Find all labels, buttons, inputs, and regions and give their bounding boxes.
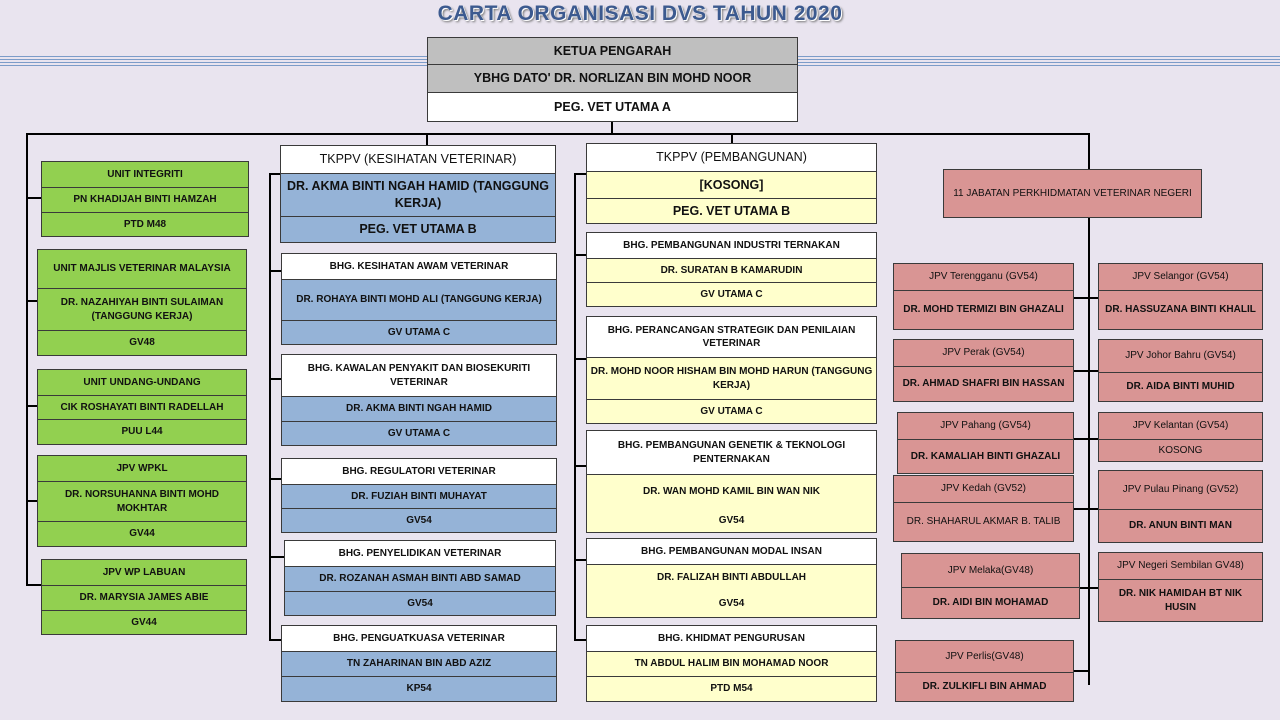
state-box-pulau-pinang <box>1098 470 1263 543</box>
connector-tick <box>26 197 42 199</box>
pembangunan-head-name: [KOSONG] <box>587 171 876 198</box>
connector-tick <box>574 639 586 641</box>
director-grade: PEG. VET UTAMA A <box>428 92 797 121</box>
pembangunan-division-box <box>586 625 877 702</box>
connector-tick <box>1074 370 1098 372</box>
states-header: 11 JABATAN PERKHIDMATAN VETERINAR NEGERI <box>953 187 1192 199</box>
state-box-perak <box>893 339 1074 402</box>
connector-kesihatan-drop <box>426 133 428 145</box>
connector-tick <box>269 478 281 480</box>
division-grade: GV54 <box>285 591 555 615</box>
connector-tick <box>269 270 281 272</box>
state-title: JPV Melaka(GV48) <box>947 564 1034 576</box>
unit-head-name: DR. NAZAHIYAH BINTI SULAIMAN (TANGGUNG KERJA) <box>38 288 246 330</box>
unit-title: JPV WP LABUAN <box>102 566 186 578</box>
division-grade: GV UTAMA C <box>282 421 556 445</box>
pembangunan-head-grade: PEG. VET UTAMA B <box>587 198 876 223</box>
kesihatan-division-box <box>281 253 557 345</box>
state-box-selangor <box>1098 263 1263 330</box>
state-title: JPV Johor Bahru (GV54) <box>1125 350 1236 362</box>
state-title: JPV Perlis(GV48) <box>945 650 1024 662</box>
division-grade: KP54 <box>282 676 556 701</box>
division-grade: GV54 <box>587 509 876 532</box>
state-box-pahang <box>897 412 1074 474</box>
director-position: KETUA PENGARAH <box>428 38 797 64</box>
state-director-name: DR. NIK HAMIDAH BT NIK HUSIN <box>1099 579 1262 621</box>
unit-box-labuan <box>41 559 247 635</box>
kesihatan-division-box <box>284 540 556 616</box>
pembangunan-division-box <box>586 232 877 307</box>
state-director-name: DR. AIDI BIN MOHAMAD <box>902 587 1079 618</box>
connector-tick <box>26 584 42 586</box>
division-title: BHG. REGULATORI VETERINAR <box>282 459 556 484</box>
state-title: JPV Negeri Sembilan GV48) <box>1117 560 1244 572</box>
state-box-negeri-sembilan <box>1098 552 1263 622</box>
division-grade: PTD M54 <box>587 676 876 701</box>
connector-tick <box>269 639 281 641</box>
pembangunan-division-box <box>586 538 877 618</box>
unit-grade: PTD M48 <box>42 212 248 236</box>
state-title: JPV Perak (GV54) <box>942 347 1025 359</box>
unit-grade: GV48 <box>38 330 246 355</box>
connector-tick <box>1074 438 1098 440</box>
state-director-name: DR. ZULKIFLI BIN AHMAD <box>896 672 1073 701</box>
division-title: BHG. PENGUATKUASA VETERINAR <box>282 626 556 651</box>
division-head-name: DR. WAN MOHD KAMIL BIN WAN NIK <box>587 474 876 509</box>
pembangunan-head-box <box>586 143 877 224</box>
connector-pembangunan-vertical <box>574 173 576 641</box>
unit-title: UNIT MAJLIS VETERINAR MALAYSIA <box>53 263 231 275</box>
pembangunan-division-box <box>586 316 877 424</box>
connector-tick <box>1074 670 1090 672</box>
division-title: BHG. KAWALAN PENYAKIT DAN BIOSEKURITI VETERINAR <box>282 355 556 396</box>
state-title: JPV Kelantan (GV54) <box>1132 420 1229 432</box>
state-title: JPV Pahang (GV54) <box>940 420 1031 432</box>
connector-main-horizontal <box>26 133 1090 135</box>
division-grade: GV UTAMA C <box>282 320 556 344</box>
director-name: YBHG DATO' DR. NORLIZAN BIN MOHD NOOR <box>428 64 797 92</box>
chart-title-wrap <box>0 2 1280 26</box>
unit-head-name: CIK ROSHAYATI BINTI RADELLAH <box>38 395 246 419</box>
connector-tick <box>574 173 586 175</box>
division-head-name: DR. MOHD NOOR HISHAM BIN MOHD HARUN (TANGGUNG KERJA) <box>587 357 876 399</box>
unit-title: UNIT UNDANG-UNDANG <box>83 376 201 388</box>
division-title: BHG. KESIHATAN AWAM VETERINAR <box>282 254 556 279</box>
state-director-name: DR. HASSUZANA BINTI KHALIL <box>1099 290 1262 329</box>
state-director-name: DR. AIDA BINTI MUHID <box>1099 372 1262 401</box>
kesihatan-division-box <box>281 354 557 446</box>
connector-tick <box>574 559 586 561</box>
unit-box-undang <box>37 369 247 445</box>
connector-director-down <box>611 120 613 134</box>
division-head-name: DR. FALIZAH BINTI ABDULLAH <box>587 564 876 591</box>
chart-title: CARTA ORGANISASI DVS TAHUN 2020 <box>437 2 843 25</box>
division-head-name: TN ABDUL HALIM BIN MOHAMAD NOOR <box>587 651 876 676</box>
states-header-box <box>943 169 1202 218</box>
unit-grade: GV44 <box>42 610 246 634</box>
kesihatan-division-box <box>281 458 557 533</box>
state-box-johor <box>1098 339 1263 402</box>
division-title: BHG. PERANCANGAN STRATEGIK DAN PENILAIAN VETERINAR <box>587 317 876 357</box>
connector-tick <box>574 358 586 360</box>
connector-tick <box>1080 587 1098 589</box>
connector-tick <box>574 254 586 256</box>
state-title: JPV Kedah (GV52) <box>940 483 1027 495</box>
connector-tick <box>1074 508 1098 510</box>
state-title: JPV Terengganu (GV54) <box>929 271 1038 283</box>
division-head-name: TN ZAHARINAN BIN ABD AZIZ <box>282 651 556 676</box>
division-head-name: DR. AKMA BINTI NGAH HAMID <box>282 396 556 421</box>
unit-head-name: PN KHADIJAH BINTI HAMZAH <box>42 187 248 212</box>
kesihatan-division-box <box>281 625 557 702</box>
unit-head-name: DR. MARYSIA JAMES ABIE <box>42 585 246 610</box>
unit-title: JPV WPKL <box>116 462 168 474</box>
division-title: BHG. PENYELIDIKAN VETERINAR <box>285 541 555 566</box>
kesihatan-head-name: DR. AKMA BINTI NGAH HAMID (TANGGUNG KERJA) <box>281 173 555 216</box>
division-head-name: DR. ROZANAH ASMAH BINTI ABD SAMAD <box>285 566 555 591</box>
pembangunan-head-title: TKPPV (PEMBANGUNAN) <box>587 144 876 171</box>
division-grade: GV54 <box>587 591 876 617</box>
header-stripe-left <box>0 56 427 68</box>
state-box-perlis <box>895 640 1074 702</box>
state-director-name: KOSONG <box>1099 439 1262 461</box>
unit-grade: PUU L44 <box>38 419 246 444</box>
connector-tick <box>574 465 586 467</box>
connector-units-vertical <box>26 133 28 585</box>
division-grade: GV54 <box>282 508 556 532</box>
state-director-name: DR. SHAHARUL AKMAR B. TALIB <box>894 502 1073 541</box>
state-director-name: DR. KAMALIAH BINTI GHAZALI <box>898 439 1073 473</box>
state-director-name: DR. MOHD TERMIZI BIN GHAZALI <box>894 290 1073 329</box>
unit-box-majlis <box>37 249 247 356</box>
kesihatan-head-title: TKPPV (KESIHATAN VETERINAR) <box>281 146 555 173</box>
unit-grade: GV44 <box>38 521 246 546</box>
division-grade: GV UTAMA C <box>587 282 876 306</box>
connector-tick <box>269 556 285 558</box>
director-box <box>427 37 798 122</box>
kesihatan-head-grade: PEG. VET UTAMA B <box>281 216 555 242</box>
state-title: JPV Pulau Pinang (GV52) <box>1122 484 1239 496</box>
header-stripe-right <box>798 56 1280 68</box>
connector-tick <box>269 378 281 380</box>
unit-head-name: DR. NORSUHANNA BINTI MOHD MOKHTAR <box>38 481 246 521</box>
division-grade: GV UTAMA C <box>587 399 876 423</box>
pembangunan-division-box <box>586 430 877 533</box>
division-head-name: DR. FUZIAH BINTI MUHAYAT <box>282 484 556 508</box>
division-title: BHG. PEMBANGUNAN MODAL INSAN <box>587 539 876 564</box>
state-box-kelantan <box>1098 412 1263 462</box>
unit-title: UNIT INTEGRITI <box>107 168 183 180</box>
unit-box-wpkl <box>37 455 247 547</box>
state-box-melaka <box>901 553 1080 619</box>
state-title: JPV Selangor (GV54) <box>1132 271 1229 283</box>
state-box-kedah <box>893 475 1074 542</box>
connector-kesihatan-vertical <box>269 173 271 641</box>
unit-box-integriti <box>41 161 249 237</box>
division-title: BHG. PEMBANGUNAN INDUSTRI TERNAKAN <box>587 233 876 258</box>
kesihatan-head-box <box>280 145 556 243</box>
division-head-name: DR. SURATAN B KAMARUDIN <box>587 258 876 282</box>
division-title: BHG. KHIDMAT PENGURUSAN <box>587 626 876 651</box>
state-box-terengganu <box>893 263 1074 330</box>
division-title: BHG. PEMBANGUNAN GENETIK & TEKNOLOGI PENTERNAKAN <box>587 431 876 474</box>
division-head-name: DR. ROHAYA BINTI MOHD ALI (TANGGUNG KERJA) <box>282 279 556 320</box>
state-director-name: DR. ANUN BINTI MAN <box>1099 509 1262 542</box>
connector-tick <box>1074 297 1098 299</box>
state-director-name: DR. AHMAD SHAFRI BIN HASSAN <box>894 366 1073 401</box>
